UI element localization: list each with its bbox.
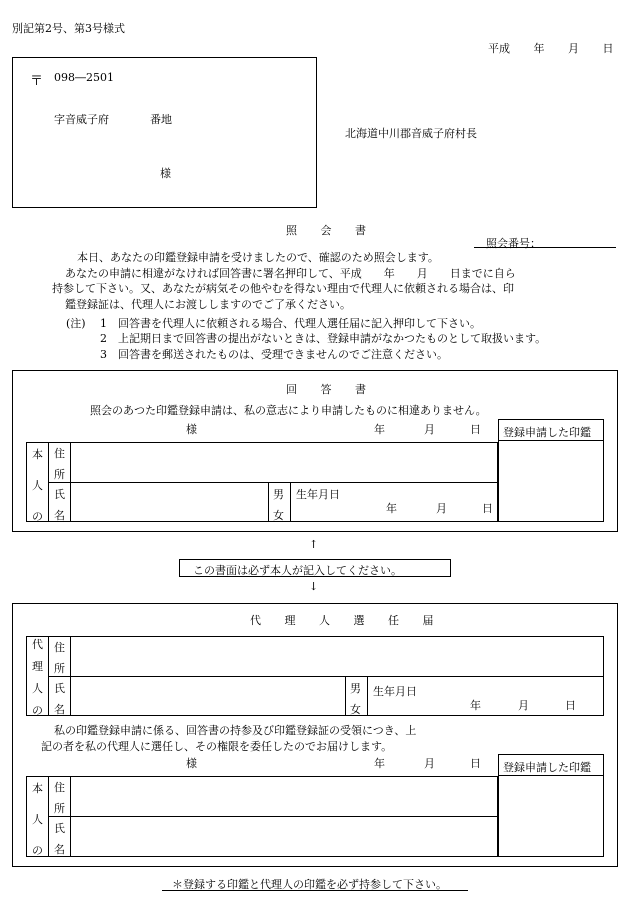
reply-side-char-2: 人	[32, 479, 43, 492]
proxy-principal-address-label-2: 所	[54, 802, 65, 815]
footer-underline	[162, 890, 468, 891]
footer-note: ＊登録する印鑑と代理人の印鑑を必ず持参して下さい。	[172, 878, 447, 891]
reply-sex-female: 女	[273, 509, 284, 522]
reply-address-label-1: 住	[54, 447, 65, 460]
proxy-birth-day: 日	[565, 699, 576, 712]
inquiry-number-label: 照会番号：	[486, 237, 541, 250]
notes-label: (注)	[66, 317, 86, 330]
proxy-name-label-1: 氏	[54, 682, 65, 695]
proxy-day: 日	[470, 757, 481, 770]
reply-sex-male: 男	[273, 488, 284, 501]
reply-year: 年	[374, 423, 385, 436]
proxy-side-char-2: 理	[32, 660, 43, 673]
reply-side-char-3: の	[32, 510, 43, 523]
date-year: 年	[533, 42, 545, 55]
proxy-birth-label: 生年月日	[373, 685, 417, 698]
proxy-month: 月	[424, 757, 435, 770]
reply-title: 回 答 書	[286, 383, 376, 396]
proxy-sama: 様	[186, 757, 197, 770]
reply-name-label-1: 氏	[54, 488, 65, 501]
proxy-birth-year: 年	[470, 699, 481, 712]
inquiry-paragraph-3: 持参して下さい。又、あなたが病気その他やむを得ない理由で代理人に依頼される場合は、印	[52, 282, 514, 295]
proxy-principal-address-label-1: 住	[54, 781, 65, 794]
reply-address-label-2: 所	[54, 468, 65, 481]
reply-name-label-2: 名	[54, 509, 65, 522]
inquiry-paragraph-2: あなたの申請に相違がなければ回答書に署名押印して、平成 年 月 日までに自ら	[65, 267, 516, 280]
proxy-address-label-1: 住	[54, 641, 65, 654]
proxy-principal-name-label-1: 氏	[54, 822, 65, 835]
proxy-principal-side-char-1: 本	[32, 782, 43, 795]
proxy-statement-1: 私の印鑑登録申請に係る、回答書の持参及び印鑑登録証の受領につき、上	[54, 724, 417, 737]
proxy-name-label-2: 名	[54, 703, 65, 716]
sender-name: 北海道中川郡音威子府村長	[345, 127, 477, 140]
reply-birth-month: 月	[436, 502, 447, 515]
date-month: 月	[568, 42, 579, 55]
note-1: 1 回答書を代理人に依頼される場合、代理人選任届に記入押印して下さい。	[100, 317, 481, 330]
inquiry-paragraph-1: 本日、あなたの印鑑登録申請を受けましたので、確認のため照会します。	[77, 251, 439, 264]
proxy-seal-label: 登録申請した印鑑	[503, 761, 591, 774]
proxy-address-label-2: 所	[54, 662, 65, 675]
banchi-text: 番地	[150, 113, 172, 126]
addressee-sama: 様	[160, 167, 171, 180]
notice-text: この書面は必ず本人が記入してください。	[193, 564, 402, 577]
reply-statement: 照会のあつた印鑑登録申請は、私の意志により申請したものに相違ありません。	[90, 404, 487, 417]
arrow-up-icon: ↑	[309, 538, 319, 551]
reply-month: 月	[424, 423, 435, 436]
proxy-year: 年	[374, 757, 385, 770]
address-text: 字音威子府	[54, 113, 109, 126]
proxy-principal-side-char-3: の	[32, 844, 43, 857]
reply-birth-year: 年	[386, 502, 397, 515]
proxy-title: 代 理 人 選 任 届	[250, 614, 444, 627]
postal-mark-icon: 〒	[30, 74, 44, 89]
inquiry-number-underline	[474, 247, 616, 248]
proxy-birth-month: 月	[518, 699, 529, 712]
form-number: 別記第2号、第3号様式	[12, 22, 125, 35]
proxy-side-char-4: の	[32, 704, 43, 717]
proxy-principal-name-label-2: 名	[54, 843, 65, 856]
note-2: 2 上記期日まで回答書の提出がないときは、登録申請がなかつたものとして取扱います。	[100, 332, 547, 345]
reply-birth-label: 生年月日	[296, 488, 340, 501]
proxy-side-char-1: 代	[32, 638, 43, 651]
proxy-sex-male: 男	[350, 682, 361, 695]
date-day: 日	[602, 42, 614, 55]
inquiry-paragraph-4: 鑑登録証は、代理人にお渡ししますのでご了承ください。	[65, 298, 351, 311]
reply-sama: 様	[186, 423, 197, 436]
reply-day: 日	[470, 423, 481, 436]
arrow-down-icon: ↓	[309, 580, 319, 593]
proxy-statement-2: 記の者を私の代理人に選任し、その権限を委任したのでお届けします。	[41, 740, 393, 753]
proxy-principal-side-char-2: 人	[32, 813, 43, 826]
date-era: 平成	[488, 42, 510, 55]
reply-seal-label: 登録申請した印鑑	[503, 426, 591, 439]
note-3: 3 回答書を郵送されたものは、受理できませんのでご注意ください。	[100, 348, 448, 361]
date-line	[488, 40, 614, 56]
reply-birth-day: 日	[482, 502, 493, 515]
postal-code: 098―2501	[54, 71, 114, 84]
proxy-sex-female: 女	[350, 703, 361, 716]
reply-side-char-1: 本	[32, 448, 43, 461]
inquiry-title: 照 会 書	[286, 224, 376, 237]
proxy-side-char-3: 人	[32, 682, 43, 695]
